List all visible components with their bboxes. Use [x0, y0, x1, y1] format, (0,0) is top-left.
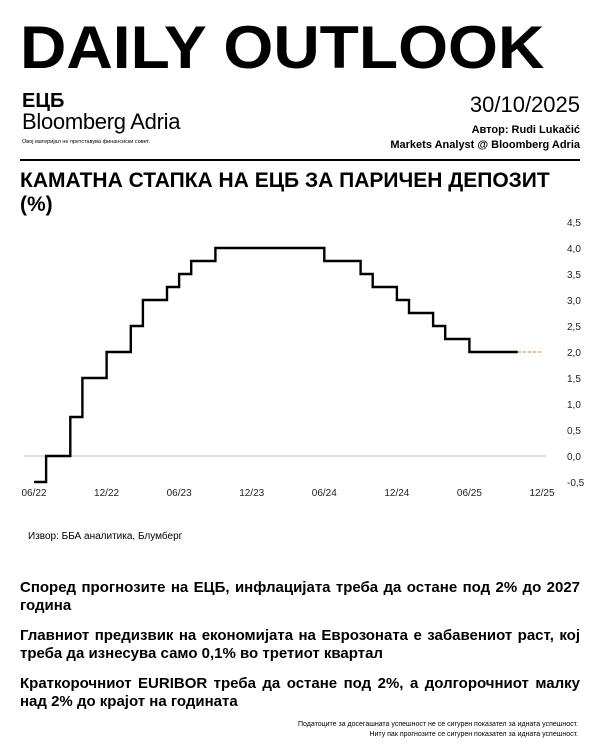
y-tick-label: 1,5 — [567, 374, 581, 385]
y-tick-label: 2,0 — [567, 348, 581, 359]
y-tick-label: -0,5 — [567, 478, 585, 489]
masthead: DAILY OUTLOOK — [20, 14, 545, 81]
x-tick-label: 12/23 — [239, 488, 265, 499]
analyst-line: Markets Analyst @ Bloomberg Adria — [390, 139, 580, 151]
footnote-1: Податоците за досегашната успешност не се сигурен показател за идната успешност. — [298, 721, 578, 728]
y-tick-label: 1,0 — [567, 400, 581, 411]
y-tick-label: 0,5 — [567, 426, 581, 437]
x-tick-label: 12/22 — [94, 488, 120, 499]
chart-title: КАМАТНА СТАПКА НА ЕЦБ ЗА ПАРИЧЕН ДЕПОЗИТ (%) — [20, 169, 550, 216]
report-date: 30/10/2025 — [469, 92, 580, 117]
x-tick-label: 06/25 — [456, 488, 482, 499]
footnote-2: Ниту пак прогнозите се сигурен показател за идната успешност. — [369, 731, 578, 738]
y-tick-label: 0,0 — [567, 452, 581, 463]
brand-logo: Bloomberg Adria — [22, 109, 181, 134]
disclaimer: Овој материјал не претставува финансиски совет. — [22, 139, 150, 145]
topic-label: ЕЦБ — [22, 90, 65, 112]
chart-source: Извор: ББА аналитика, Блумберг — [28, 531, 183, 542]
rate-chart — [0, 205, 600, 505]
key-point-2: Главниот предизвик на економијата на Еврозоната е забавениот раст, кој треба да изнесува само 0,1% во третиот квартал — [20, 627, 580, 662]
x-tick-label: 06/24 — [311, 488, 337, 499]
x-tick-label: 12/24 — [384, 488, 410, 499]
divider — [20, 159, 580, 161]
y-tick-label: 4,0 — [567, 244, 581, 255]
x-tick-label: 06/22 — [21, 488, 47, 499]
y-tick-label: 3,0 — [567, 296, 581, 307]
author-line: Автор: Rudi Lukačić — [471, 124, 580, 136]
x-tick-label: 12/25 — [529, 488, 555, 499]
y-tick-label: 4,5 — [567, 218, 581, 229]
key-point-3: Краткорочниот EURIBOR треба да остане под 2%, а долгорочниот малку над 2% до крајот на годината — [20, 675, 580, 710]
deposit-rate-line — [34, 248, 518, 482]
y-tick-label: 3,5 — [567, 270, 581, 281]
y-tick-label: 2,5 — [567, 322, 581, 333]
x-tick-label: 06/23 — [166, 488, 192, 499]
key-point-1: Според прогнозите на ЕЦБ, инфлацијата треба да остане под 2% до 2027 година — [20, 579, 580, 614]
